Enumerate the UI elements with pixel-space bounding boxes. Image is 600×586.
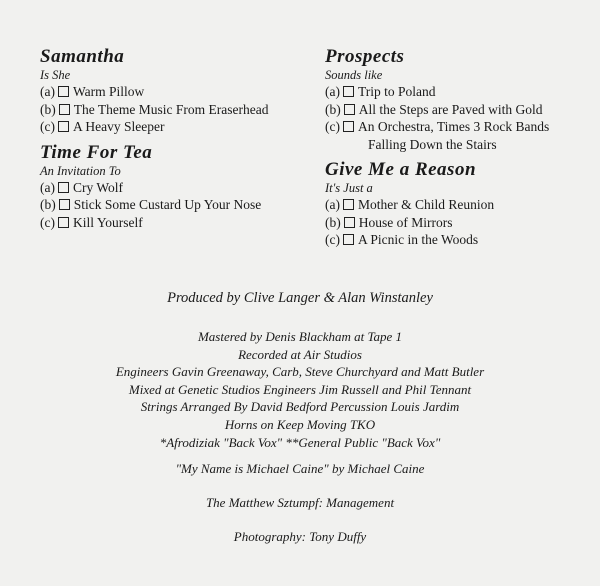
option-item bbox=[325, 118, 549, 136]
option-item bbox=[40, 179, 268, 197]
credit-line: Mastered by Denis Blackham at Tape 1 bbox=[197, 329, 403, 344]
option-letter: (a) bbox=[325, 84, 340, 99]
checkbox-icon bbox=[58, 121, 69, 132]
checkbox-icon bbox=[58, 86, 69, 97]
option-letter: (b) bbox=[40, 197, 56, 212]
option-text: Mother & Child Reunion bbox=[357, 197, 495, 212]
option-item bbox=[325, 101, 549, 119]
management-credit: The Matthew Sztumpf: Management bbox=[205, 495, 395, 510]
option-text: Cry Wolf bbox=[72, 179, 124, 195]
section-subtitle: Sounds like bbox=[325, 68, 383, 82]
section-subtitle: It's Just a bbox=[325, 181, 373, 195]
option-text: Stick Some Custard Up Your Nose bbox=[73, 197, 262, 212]
option-item bbox=[40, 118, 268, 136]
checkbox-icon bbox=[59, 104, 70, 115]
quiz-section bbox=[40, 142, 268, 232]
option-text: An Orchestra, Times 3 Rock Bands bbox=[357, 119, 550, 134]
option-item bbox=[40, 101, 268, 119]
option-item bbox=[40, 214, 268, 232]
option-letter: (b) bbox=[325, 101, 341, 117]
option-text: A Picnic in the Woods bbox=[357, 232, 479, 247]
credit-line: *Afrodiziak "Back Vox" **General Public "Back Vox" bbox=[159, 434, 441, 450]
option-text: Kill Yourself bbox=[72, 214, 143, 230]
option-text: Warm Pillow bbox=[72, 84, 145, 99]
credit-line: Mixed at Genetic Studios Engineers Jim Russell and Phil Tennant bbox=[128, 381, 472, 397]
option-item bbox=[325, 214, 549, 232]
option-letter: (c) bbox=[325, 119, 340, 134]
option-text: House of Mirrors bbox=[358, 214, 453, 230]
option-letter: (c) bbox=[325, 232, 340, 247]
section-subtitle: An Invitation To bbox=[40, 163, 121, 178]
right-column bbox=[325, 46, 549, 255]
option-letter: (a) bbox=[40, 179, 55, 195]
option-letter: (c) bbox=[40, 119, 55, 134]
option-text: A Heavy Sleeper bbox=[72, 119, 165, 134]
credit-line: Recorded at Air Studios bbox=[238, 346, 362, 362]
checkbox-icon bbox=[58, 182, 69, 193]
option-continuation: Falling Down the Stairs bbox=[368, 136, 497, 152]
checkbox-icon bbox=[59, 199, 70, 210]
option-item bbox=[325, 83, 549, 101]
option-item bbox=[325, 196, 549, 214]
checkbox-icon bbox=[344, 104, 355, 115]
option-text: All the Steps are Paved with Gold bbox=[358, 101, 543, 117]
credit-line: Strings Arranged By David Bedford Percussion Louis Jardim bbox=[140, 399, 460, 415]
credits-block bbox=[0, 328, 600, 451]
quiz-section bbox=[325, 159, 549, 249]
credit-line: Engineers Gavin Greenaway, Carb, Steve Churchyard and Matt Butler bbox=[115, 364, 485, 380]
song-credit: "My Name is Michael Caine" by Michael Caine bbox=[175, 461, 425, 476]
quiz-section bbox=[40, 46, 268, 136]
option-item bbox=[325, 231, 549, 249]
option-letter: (a) bbox=[325, 197, 340, 212]
produced-by: Produced by Clive Langer & Alan Winstanley bbox=[167, 290, 433, 306]
section-title: Prospects bbox=[325, 46, 405, 67]
left-column bbox=[40, 46, 268, 237]
checkbox-icon bbox=[343, 199, 354, 210]
option-letter: (b) bbox=[325, 214, 341, 230]
option-text: The Theme Music From Eraserhead bbox=[73, 101, 269, 117]
section-title: Samantha bbox=[40, 46, 125, 67]
option-item bbox=[40, 196, 268, 214]
option-letter: (c) bbox=[40, 214, 55, 230]
option-item bbox=[40, 83, 268, 101]
checkbox-icon bbox=[344, 217, 355, 228]
checkbox-icon bbox=[58, 217, 69, 228]
checkbox-icon bbox=[343, 86, 354, 97]
option-letter: (a) bbox=[40, 84, 55, 99]
checkbox-icon bbox=[343, 121, 354, 132]
section-title: Time For Tea bbox=[40, 141, 153, 163]
quiz-section bbox=[325, 46, 549, 153]
credit-line: Horns on Keep Moving TKO bbox=[224, 416, 376, 432]
section-title: Give Me a Reason bbox=[325, 159, 477, 180]
photography-credit: Photography: Tony Duffy bbox=[233, 529, 367, 544]
option-letter: (b) bbox=[40, 101, 56, 117]
option-text: Trip to Poland bbox=[357, 84, 436, 99]
section-subtitle: Is She bbox=[40, 68, 71, 82]
checkbox-icon bbox=[343, 234, 354, 245]
